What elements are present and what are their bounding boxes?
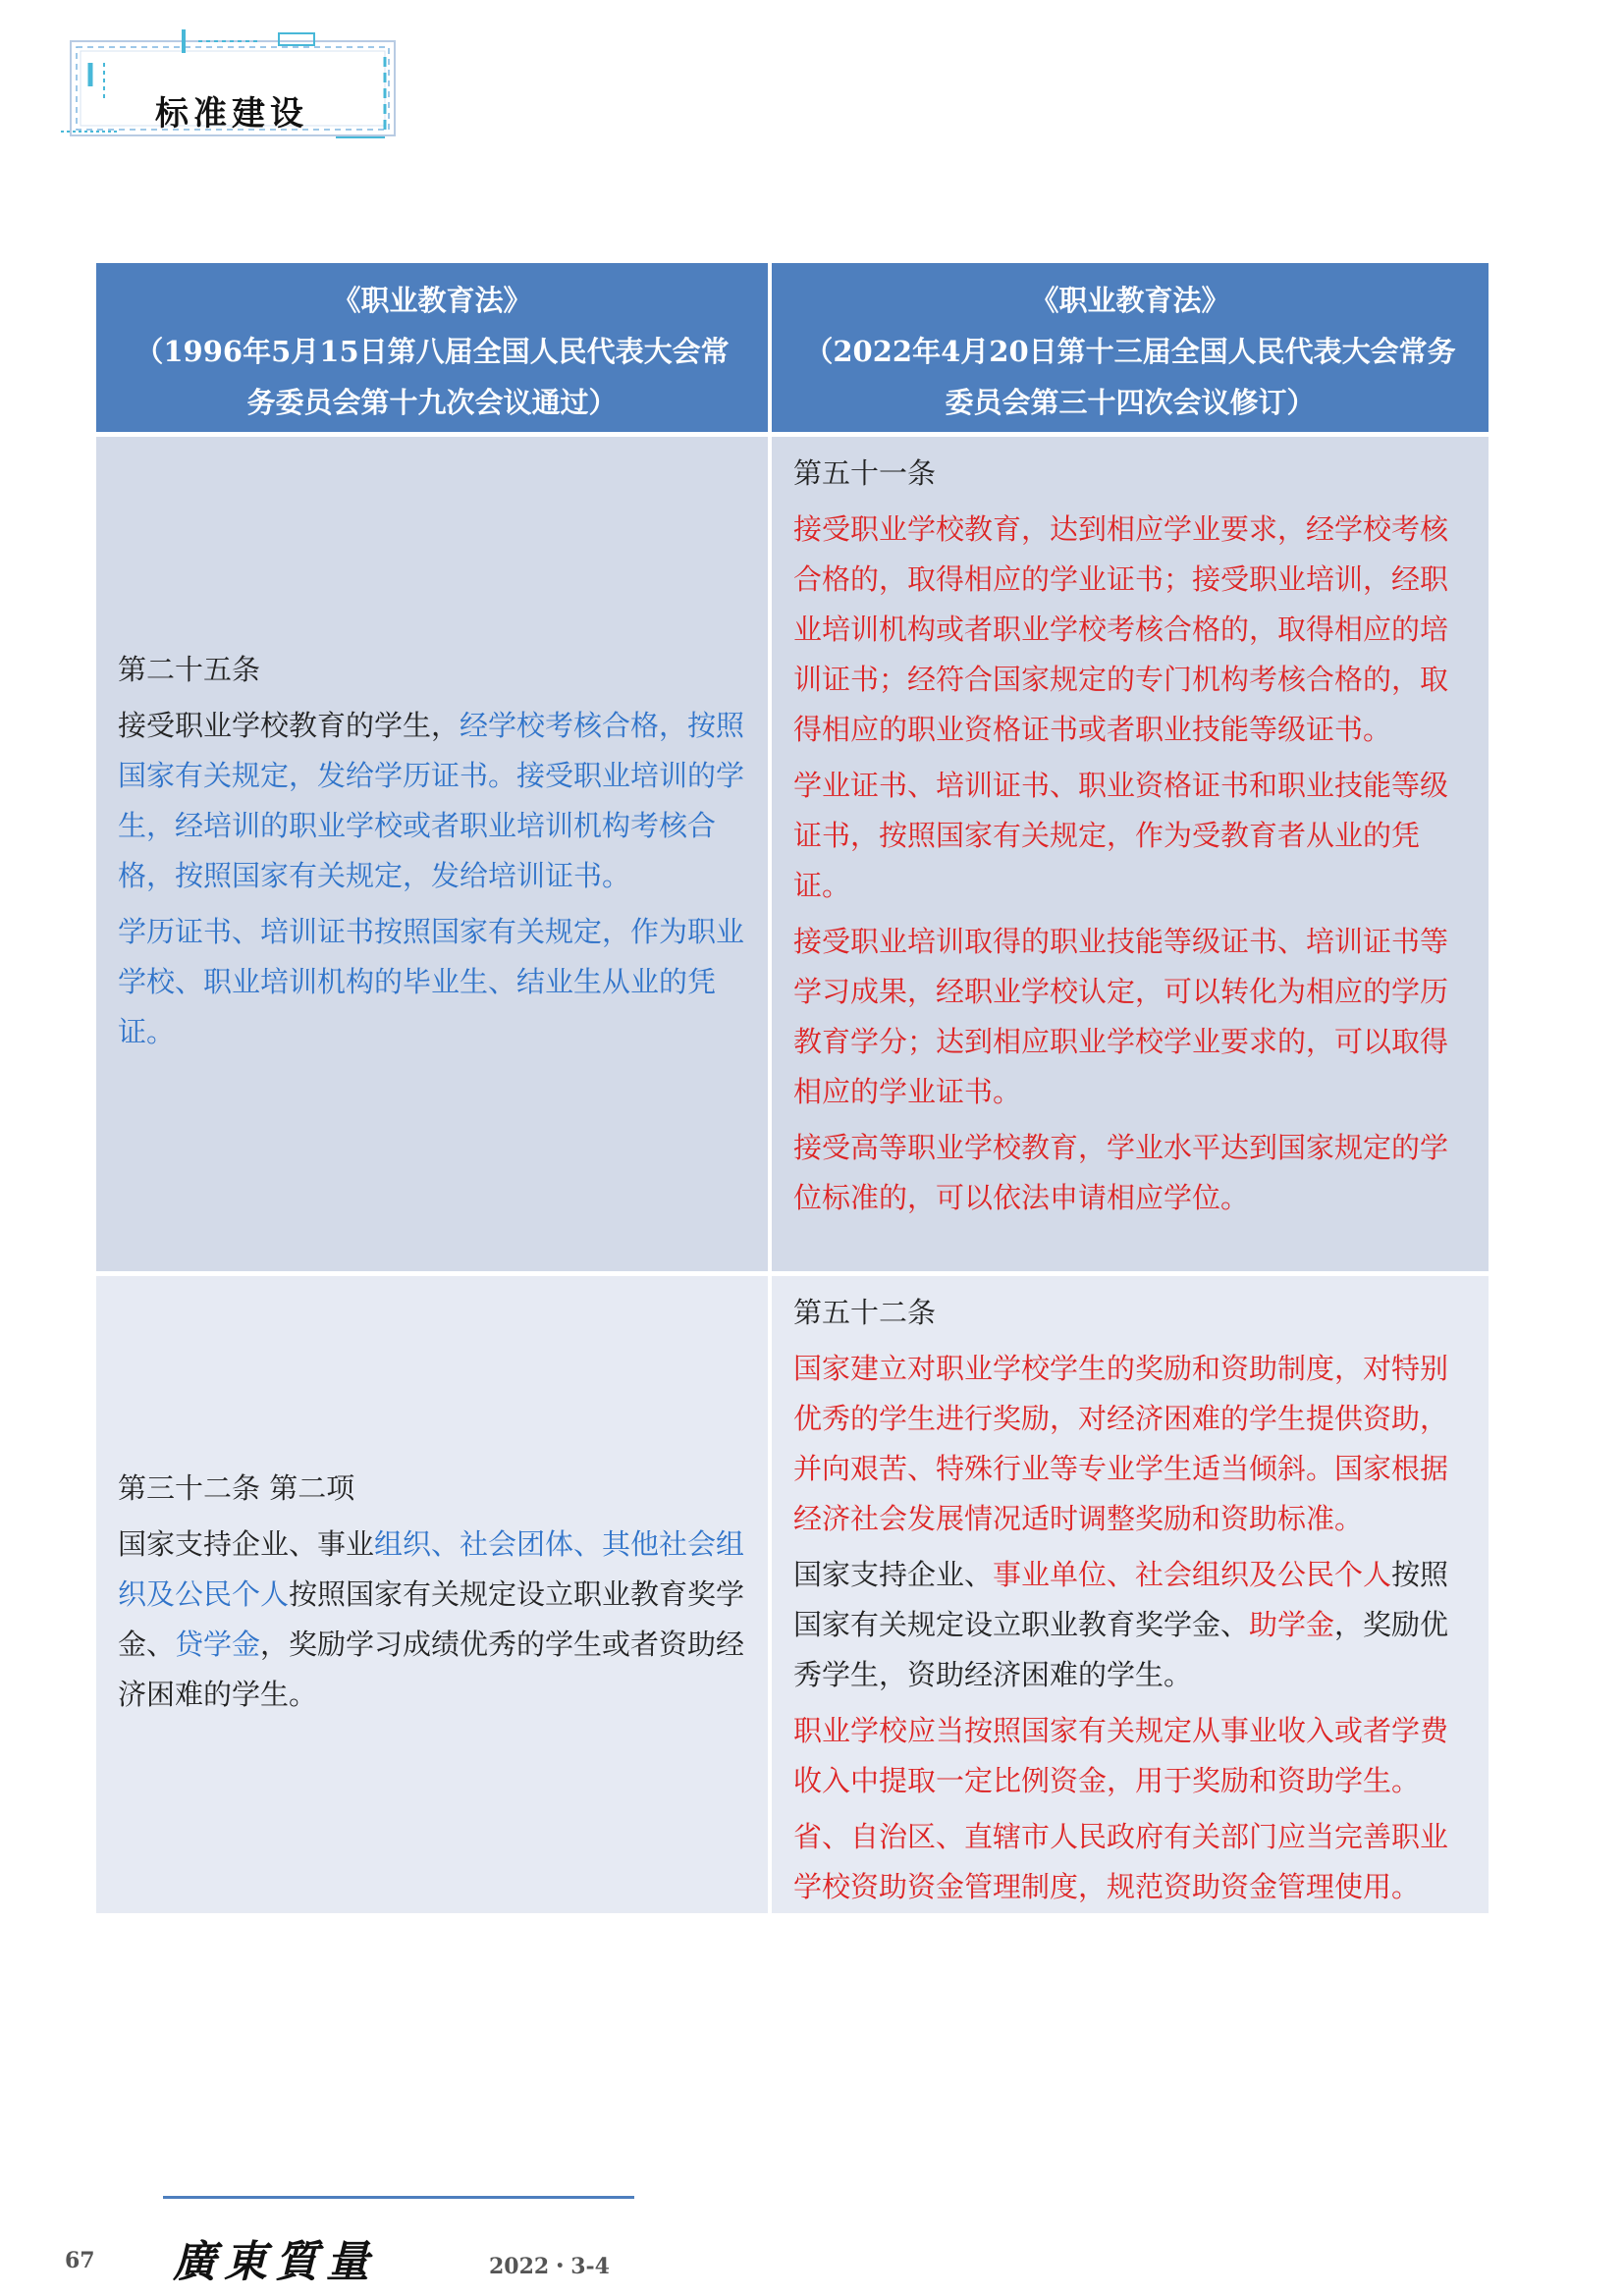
article-paragraph: 接受职业培训取得的职业技能等级证书、培训证书等学习成果，经职业学校认定，可以转化为相应的学历教育学分；达到相应职业学校学业要求的，可以取得相应的学业证书。 (793, 925, 1449, 1108)
old-law-cell (96, 1276, 768, 1913)
page-number: 67 (65, 2248, 95, 2273)
article-paragraph: 国家支持企业、事业单位、社会组织及公民个人按照国家有关规定设立职业教育奖学金、助学金，奖励优秀学生，资助经济困难的学生。 (793, 1558, 1449, 1691)
article-number: 第三十二条 第二项 (118, 1471, 355, 1505)
article-number: 第五十二条 (793, 1296, 937, 1329)
article-paragraph: 接受职业学校教育，达到相应学业要求，经学校考核合格的，取得相应的学业证书；接受职业培训，经职业培训机构或者职业学校考核合格的，取得相应的培训证书；经符合国家规定的专门机构考核合格的，取得相应的职业资格证书或者职业技能等级证书。 (793, 512, 1449, 746)
article-paragraph: 接受职业学校教育的学生，经学校考核合格，按照国家有关规定，发给学历证书。接受职业培训的学生，经培训的职业学校或者职业培训机构考核合格，按照国家有关规定，发给培训证书。 (118, 709, 745, 892)
section-badge (61, 27, 405, 143)
new-law-cell (772, 1276, 1489, 1913)
left-column-header: 《职业教育法》 （1996年5月15日第八届全国人民代表大会常 务委员会第十九次会议通过） (96, 263, 768, 432)
article-paragraph: 国家建立对职业学校学生的奖励和资助制度，对特别优秀的学生进行奖励，对经济困难的学生提供资助，并向艰苦、特殊行业等专业学生适当倾斜。国家根据经济社会发展情况适时调整奖励和资助标准。 (793, 1352, 1449, 1535)
article-paragraph: 学历证书、培训证书按照国家有关规定，作为职业学校、职业培训机构的毕业生、结业生从业的凭证。 (118, 915, 745, 1048)
article-paragraph: 职业学校应当按照国家有关规定从事业收入或者学费收入中提取一定比例资金，用于奖励和资助学生。 (793, 1714, 1449, 1797)
issue-label: 2022・3-4 (489, 2254, 610, 2279)
article-paragraph: 接受高等职业学校教育，学业水平达到国家规定的学位标准的，可以依法申请相应学位。 (793, 1131, 1449, 1214)
new-law-cell (772, 437, 1489, 1271)
article-number: 第二十五条 (118, 653, 261, 686)
comparison-table (96, 263, 1489, 1913)
article-number: 第五十一条 (793, 456, 937, 490)
section-title: 标准建设 (155, 94, 308, 133)
old-law-cell (96, 437, 768, 1271)
article-paragraph: 学业证书、培训证书、职业资格证书和职业技能等级证书，按照国家有关规定，作为受教育者从业的凭证。 (793, 769, 1449, 902)
table-header-row (96, 263, 1489, 432)
article-paragraph: 国家支持企业、事业组织、社会团体、其他社会组织及公民个人按照国家有关规定设立职业教育奖学金、贷学金，奖励学习成绩优秀的学生或者资助经济困难的学生。 (118, 1527, 745, 1711)
right-column-header: 《职业教育法》 （2022年4月20日第十三届全国人民代表大会常务 委员会第三十四次会议修订） (772, 263, 1489, 432)
footer-divider (163, 2196, 634, 2199)
table-row (96, 1276, 1489, 1913)
magazine-logo: 廣東質量 (173, 2237, 377, 2287)
article-paragraph: 省、自治区、直辖市人民政府有关部门应当完善职业学校资助资金管理制度，规范资助资金管理使用。 (793, 1820, 1449, 1903)
table-row (96, 437, 1489, 1271)
